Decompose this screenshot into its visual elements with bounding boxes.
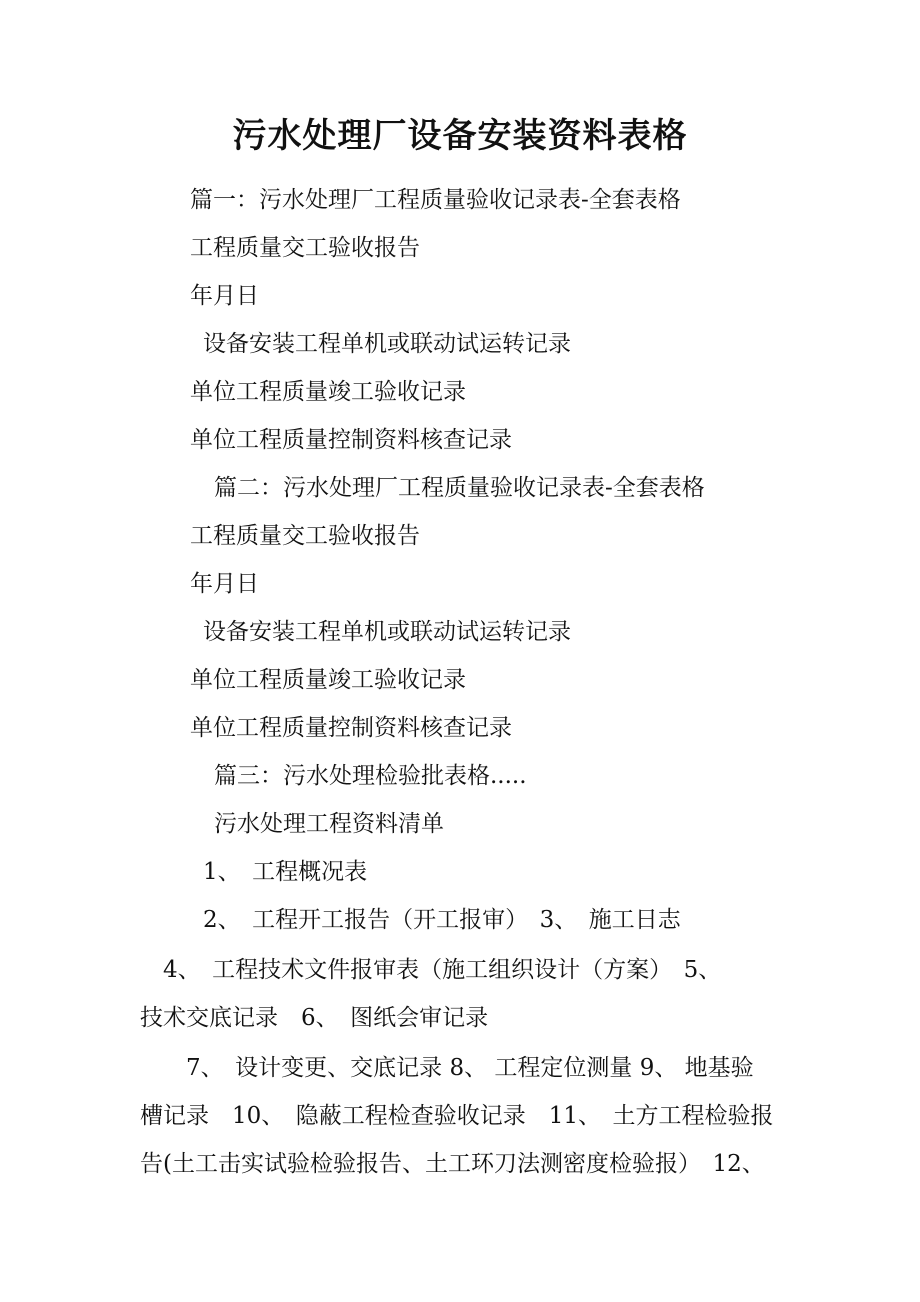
text-line: 篇三：污水处理检验批表格..... — [214, 763, 527, 789]
paragraph-line: 7、 设计变更、交底记录 8、 工程定位测量 9、 地基验 — [140, 1055, 754, 1081]
text-line: 单位工程质量竣工验收记录 — [190, 667, 466, 693]
text-line: 年月日 — [190, 283, 259, 309]
paragraph-line: 告(土工击实试验检验报告、土工环刀法测密度检验报） 12、 — [140, 1151, 765, 1177]
text-line: 工程质量交工验收报告 — [190, 235, 420, 261]
text-line: 设备安装工程单机或联动试运转记录 — [203, 619, 571, 645]
list-item: 1、 工程概况表 — [203, 859, 368, 885]
paragraph-line: 槽记录 10、 隐蔽工程检查验收记录 11、 土方工程检验报 — [140, 1103, 774, 1129]
paragraph — [140, 946, 782, 1042]
paragraph — [140, 1044, 782, 1188]
paragraph-line: 4、 工程技术文件报审表（施工组织设计（方案） 5、 — [140, 957, 722, 983]
text-line: 单位工程质量控制资料核查记录 — [190, 715, 512, 741]
text-line: 篇一：污水处理厂工程质量验收记录表-全套表格 — [190, 187, 681, 213]
text-line: 工程质量交工验收报告 — [190, 523, 420, 549]
text-line: 篇二：污水处理厂工程质量验收记录表-全套表格 — [214, 475, 705, 501]
text-line: 污水处理工程资料清单 — [214, 811, 444, 837]
paragraph-line: 技术交底记录 6、 图纸会审记录 — [140, 1005, 489, 1031]
text-line: 设备安装工程单机或联动试运转记录 — [203, 331, 571, 357]
document-title: 污水处理厂设备安装资料表格 — [232, 116, 688, 156]
text-line: 单位工程质量控制资料核查记录 — [190, 427, 512, 453]
text-line: 单位工程质量竣工验收记录 — [190, 379, 466, 405]
list-item: 2、 工程开工报告（开工报审） 3、 施工日志 — [203, 907, 681, 933]
text-line: 年月日 — [190, 571, 259, 597]
